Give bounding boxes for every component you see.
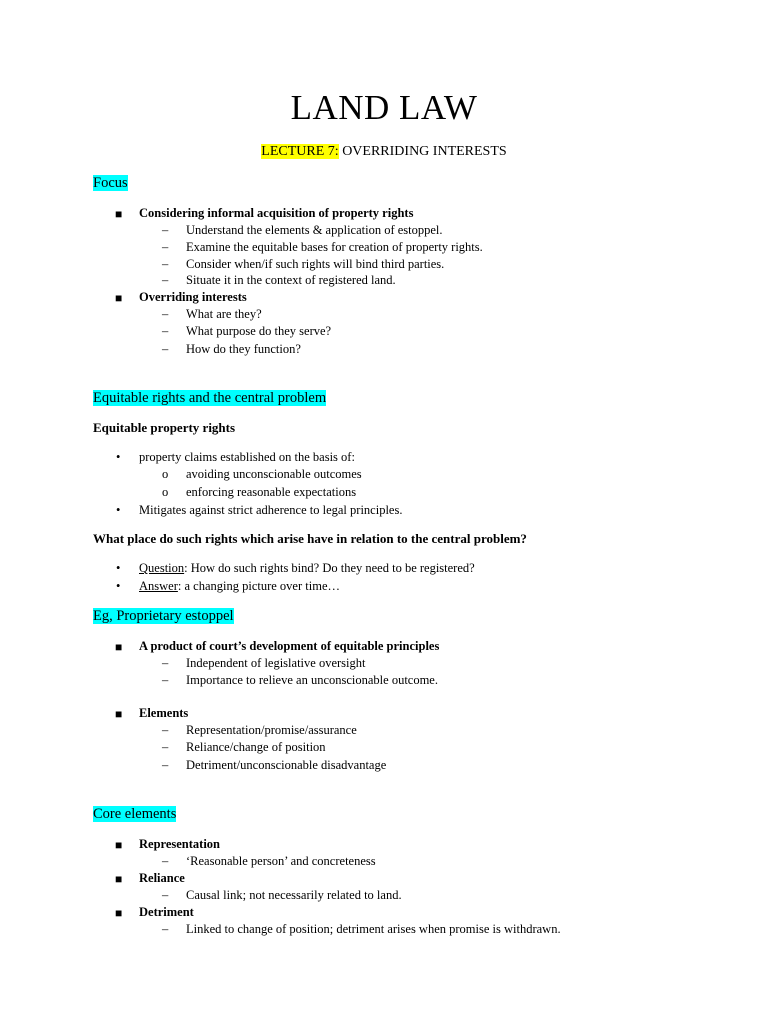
list-item: Representation/promise/assurance [186,723,357,737]
list-item: Examine the equitable bases for creation of property rights. [186,240,483,254]
list-item: How do they function? [186,342,301,356]
square-bullet: ■ [115,707,123,721]
square-bullet: ■ [115,640,123,654]
list-item: property claims established on the basis of: [139,450,355,464]
dash-bullet: – [162,342,169,356]
dash-bullet: – [162,922,169,936]
dash-bullet: – [162,223,169,237]
list-item: enforcing reasonable expectations [186,485,357,499]
list-item: Situate it in the context of registered land. [186,273,396,287]
estoppel-group-2-label: Elements [139,706,189,720]
question-line: Question: How do such rights bind? Do they need to be registered? [139,561,475,575]
dash-bullet: – [162,307,169,321]
dash-bullet: – [162,740,169,754]
list-item: Linked to change of position; detriment arises when promise is withdrawn. [186,922,561,936]
circle-bullet: o [162,467,169,481]
section-heading-equitable: Equitable rights and the central problem [93,390,327,406]
document-title: LAND LAW [290,88,478,127]
list-item: What are they? [186,307,262,321]
section-heading-estoppel: Eg, Proprietary estoppel [93,608,234,624]
list-item: Importance to relieve an unconscionable outcome. [186,673,438,687]
central-problem-question: What place do such rights which arise have in relation to the central problem? [93,531,527,546]
dot-bullet: • [116,503,121,517]
list-item: Detriment/unconscionable disadvantage [186,758,387,772]
list-item: Independent of legislative oversight [186,656,366,670]
dash-bullet: – [162,888,169,902]
square-bullet: ■ [115,207,123,221]
dash-bullet: – [162,273,169,287]
list-item: Consider when/if such rights will bind third parties. [186,257,445,271]
square-bullet: ■ [115,838,123,852]
square-bullet: ■ [115,906,123,920]
list-item: Reliance/change of position [186,740,326,754]
list-item: What purpose do they serve? [186,324,332,338]
list-item: Causal link; not necessarily related to land. [186,888,402,902]
square-bullet: ■ [115,291,123,305]
dash-bullet: – [162,324,169,338]
subheading-equitable-property-rights: Equitable property rights [93,420,236,435]
dot-bullet: • [116,561,121,575]
lecture-number: LECTURE 7: [261,144,339,159]
estoppel-group-1-label: A product of court’s development of equitable principles [139,639,440,653]
section-heading-core-elements: Core elements [93,806,177,822]
section-heading-focus: Focus [93,175,128,191]
dot-bullet: • [116,450,121,464]
list-item: Mitigates against strict adherence to legal principles. [139,503,403,517]
dash-bullet: – [162,656,169,670]
core-group-detriment: Detriment [139,905,194,919]
answer-line: Answer: a changing picture over time… [139,579,340,593]
list-item: Understand the elements & application of estoppel. [186,223,443,237]
dash-bullet: – [162,723,169,737]
dash-bullet: – [162,240,169,254]
dash-bullet: – [162,758,169,772]
focus-group-2-label: Overriding interests [139,290,247,304]
list-item: avoiding unconscionable outcomes [186,467,362,481]
lecture-topic: OVERRIDING INTERESTS [338,144,507,159]
dash-bullet: – [162,673,169,687]
core-group-representation: Representation [139,837,221,851]
square-bullet: ■ [115,872,123,886]
focus-group-1-label: Considering informal acquisition of property rights [139,206,414,220]
list-item: ‘Reasonable person’ and concreteness [186,854,376,868]
dash-bullet: – [162,854,169,868]
dash-bullet: – [162,257,169,271]
core-group-reliance: Reliance [139,871,185,885]
circle-bullet: o [162,485,169,499]
lecture-subtitle [0,143,768,161]
dot-bullet: • [116,579,121,593]
